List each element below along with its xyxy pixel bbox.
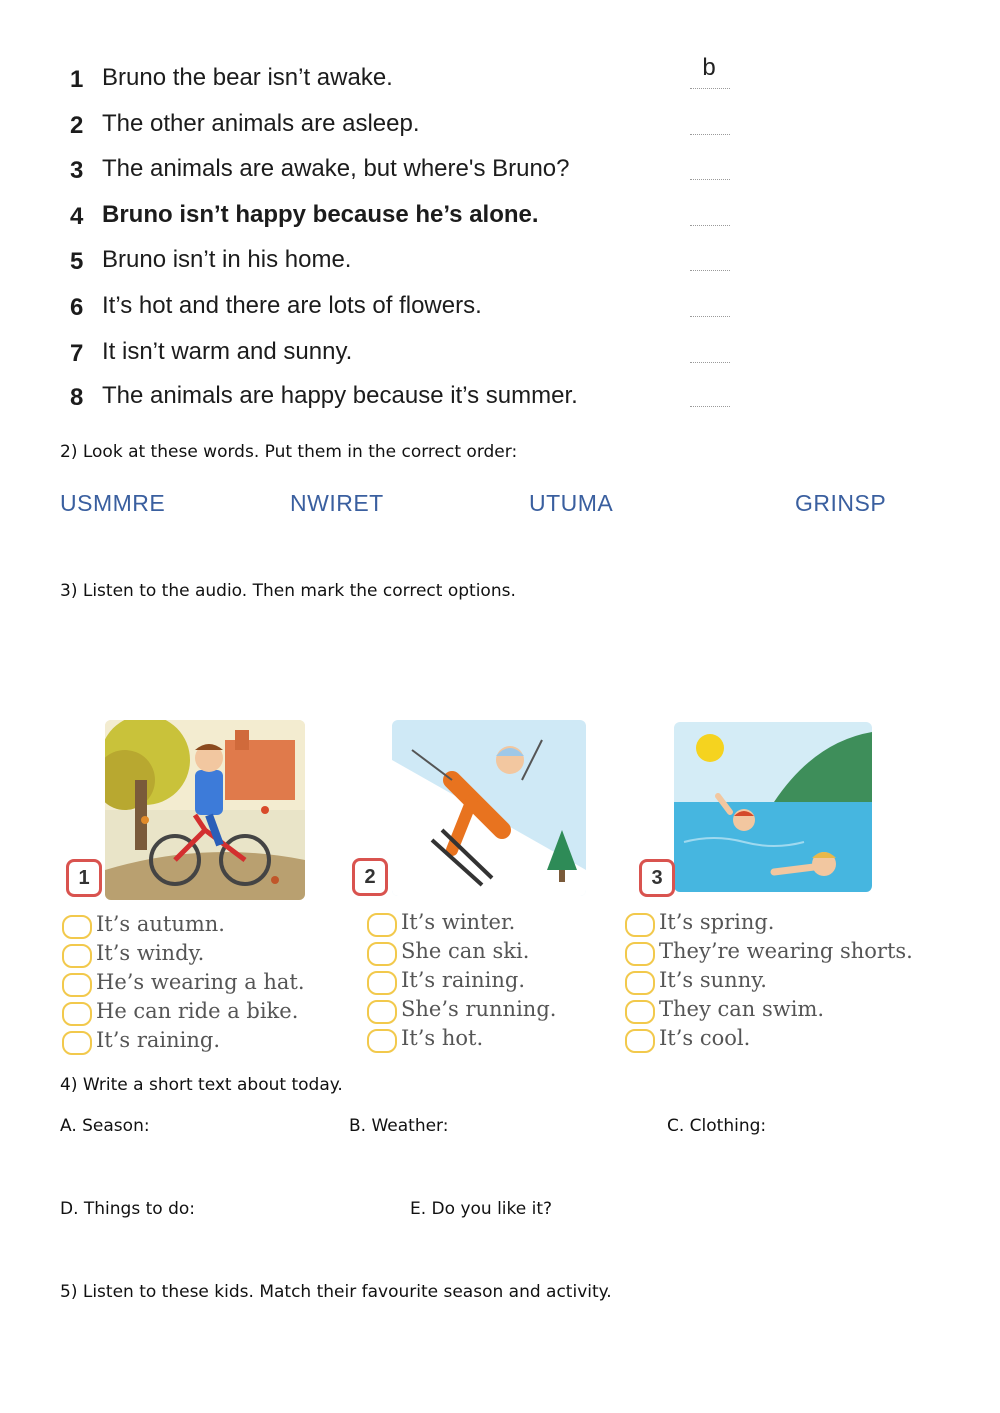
sentence-row (70, 54, 870, 102)
sentence-row (70, 104, 870, 148)
option-checkbox[interactable] (625, 1029, 655, 1053)
answer-line (690, 179, 730, 180)
sentence-number: 4 (70, 203, 84, 230)
option-checkbox[interactable] (62, 944, 92, 968)
sentence-text: The animals are awake, but where's Bruno? (102, 155, 570, 182)
exercise4-instruction: 4) Write a short text about today. (60, 1075, 343, 1095)
option-label: It’s windy. (96, 941, 205, 965)
option-checkbox[interactable] (62, 1002, 92, 1026)
option-label: It’s sunny. (659, 968, 767, 992)
answer-line (690, 88, 730, 89)
sentence-text: Bruno the bear isn’t awake. (102, 64, 393, 91)
sentence-number: 6 (70, 294, 84, 321)
picture-number-badge: 2 (352, 858, 388, 896)
clothing-field-label: C. Clothing: (667, 1116, 767, 1136)
sentence-row (70, 240, 870, 284)
sentence-text: The animals are happy because it’s summer. (102, 382, 578, 409)
sentence-row (70, 286, 870, 330)
answer-line (690, 406, 730, 407)
option-checkbox[interactable] (367, 971, 397, 995)
answer-line (690, 362, 730, 363)
things-to-do-field-label: D. Things to do: (60, 1199, 195, 1219)
scrambled-word: USMMRE (60, 490, 166, 516)
option-checkbox[interactable] (62, 915, 92, 939)
answer-line (690, 225, 730, 226)
exercise5-instruction: 5) Listen to these kids. Match their favourite season and activity. (60, 1282, 612, 1302)
option-checkbox[interactable] (625, 1000, 655, 1024)
skiing-illustration (392, 720, 586, 896)
sentence-number: 1 (70, 66, 84, 93)
option-checkbox[interactable] (367, 913, 397, 937)
sentence-number: 7 (70, 340, 84, 367)
swimming-illustration (674, 722, 872, 892)
picture-number-badge: 1 (66, 859, 102, 897)
scrambled-word: UTUMA (529, 490, 614, 516)
option-label: They can swim. (659, 997, 825, 1021)
sentence-number: 2 (70, 112, 84, 139)
option-label: He’s wearing a hat. (96, 970, 305, 994)
answer-line (690, 270, 730, 271)
sentence-text: Bruno isn’t happy because he’s alone. (102, 201, 539, 228)
season-field-label: A. Season: (60, 1116, 150, 1136)
option-checkbox[interactable] (62, 973, 92, 997)
option-label: She can ski. (401, 939, 530, 963)
picture-number-badge: 3 (639, 859, 675, 897)
option-label: They’re wearing shorts. (659, 939, 913, 963)
autumn-bike-illustration (105, 720, 305, 900)
sentence-text: It’s hot and there are lots of flowers. (102, 292, 482, 319)
option-checkbox[interactable] (625, 913, 655, 937)
option-label: He can ride a bike. (96, 999, 299, 1023)
option-label: It’s hot. (401, 1026, 484, 1050)
sentence-row (70, 149, 870, 193)
sentence-row (70, 376, 870, 420)
exercise2-instruction: 2) Look at these words. Put them in the correct order: (60, 442, 518, 462)
weather-field-label: B. Weather: (349, 1116, 449, 1136)
option-label: It’s cool. (659, 1026, 751, 1050)
answer-line (690, 316, 730, 317)
sentence-number: 8 (70, 384, 84, 411)
option-label: It’s raining. (401, 968, 526, 992)
sentence-row (70, 195, 870, 239)
like-it-field-label: E. Do you like it? (410, 1199, 553, 1219)
option-checkbox[interactable] (625, 971, 655, 995)
option-checkbox[interactable] (367, 1000, 397, 1024)
answer-blank[interactable]: b (702, 54, 716, 81)
exercise3-instruction: 3) Listen to the audio. Then mark the correct options. (60, 581, 516, 601)
sentence-text: It isn’t warm and sunny. (102, 338, 353, 365)
option-label: She’s running. (401, 997, 557, 1021)
option-label: It’s winter. (401, 910, 516, 934)
option-checkbox[interactable] (62, 1031, 92, 1055)
option-label: It’s raining. (96, 1028, 221, 1052)
option-checkbox[interactable] (625, 942, 655, 966)
answer-line (690, 134, 730, 135)
option-checkbox[interactable] (367, 1029, 397, 1053)
scrambled-word: NWIRET (290, 490, 384, 516)
sentence-text: The other animals are asleep. (102, 110, 420, 137)
sentence-text: Bruno isn’t in his home. (102, 246, 352, 273)
scrambled-word: GRINSP (795, 490, 887, 516)
option-label: It’s autumn. (96, 912, 225, 936)
sentence-number: 3 (70, 157, 84, 184)
sentence-row (70, 332, 870, 376)
option-checkbox[interactable] (367, 942, 397, 966)
sentence-number: 5 (70, 248, 84, 275)
option-label: It’s spring. (659, 910, 775, 934)
